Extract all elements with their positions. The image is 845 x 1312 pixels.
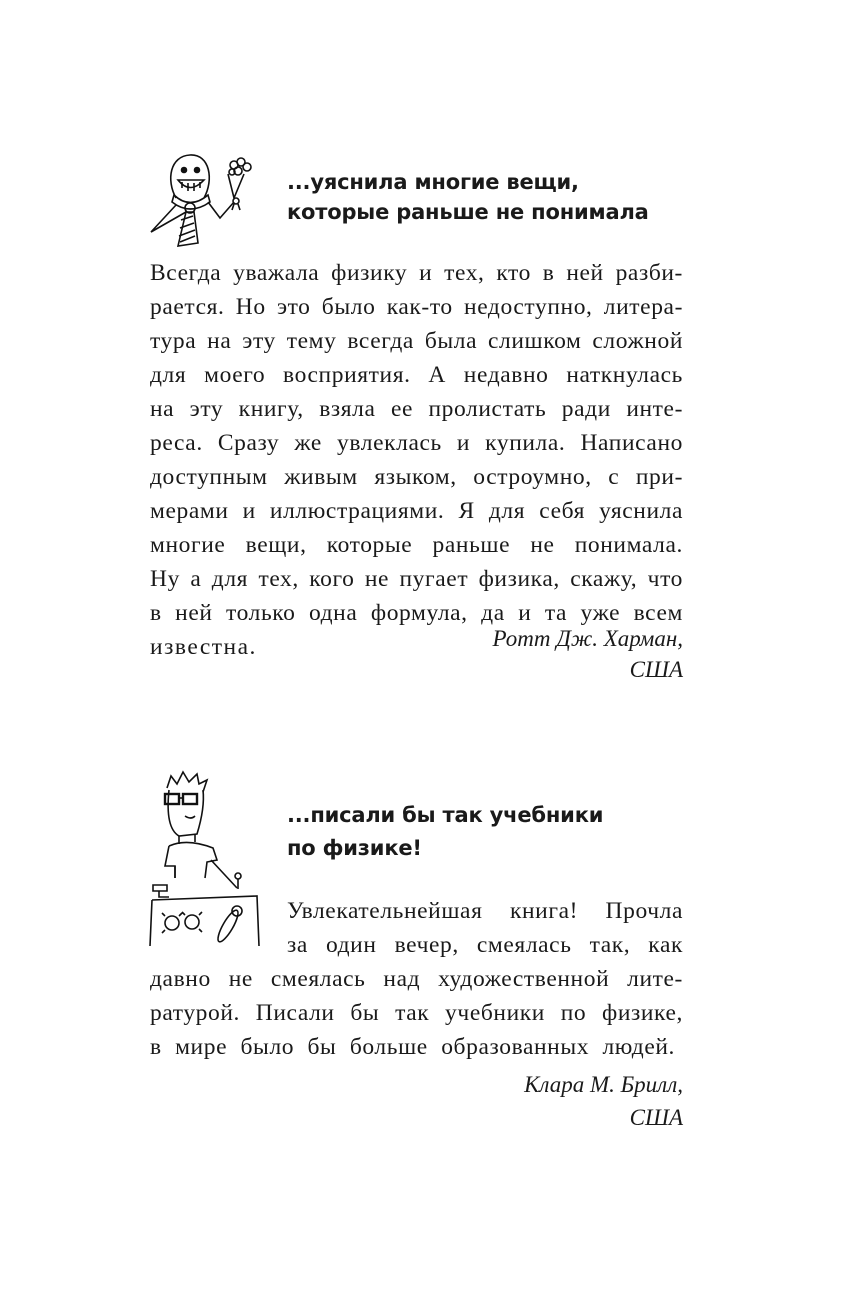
review-2-line: давно не смеялась над художественной лите-	[150, 966, 683, 992]
review-2-heading-line-2: по физике!	[287, 836, 422, 860]
review-2-line: ратурой. Писали бы так учебники по физике,	[150, 1000, 683, 1026]
review-2-line: Увлекательнейшая книга! Прочла	[287, 898, 683, 924]
review-1-line: тура на эту тему всегда была слишком сложной	[150, 328, 683, 354]
review-1-line: доступным живым языком, остроумно, с при-	[150, 464, 683, 490]
review-1-line: известна.	[150, 634, 257, 660]
review-2-line: в мире было бы больше образованных людей.	[150, 1034, 675, 1060]
review-1-line: многие вещи, которые раньше не понимала.	[150, 532, 683, 558]
smiling-figure-with-bouquet-illustration	[148, 150, 268, 250]
review-1-line: мерами и иллюстрациями. Я для себя уяснила	[150, 498, 683, 524]
review-1-line: Всегда уважала физику и тех, кто в ней разби-	[150, 260, 683, 286]
review-1-line: в ней только одна формула, да и та уже всем	[150, 600, 683, 626]
review-1-line: на эту книгу, взяла ее пролистать ради инте-	[150, 396, 683, 422]
review-2-author: Клара М. Брилл,	[524, 1072, 683, 1097]
review-2-heading-line-1: ...писали бы так учебники	[287, 803, 604, 827]
review-2-line: за один вечер, смеялась так, как	[287, 932, 683, 958]
review-1-line: реса. Сразу же увлеклась и купила. Написано	[150, 430, 683, 456]
review-2-country: США	[629, 1105, 683, 1130]
review-1-author: Ротт Дж. Харман,	[492, 626, 683, 651]
review-1-line: Ну а для тех, кого не пугает физика, скажу, что	[150, 566, 683, 592]
review-1-line: для моего восприятия. А недавно наткнулась	[150, 362, 683, 388]
review-1-heading-line-1: ...уяснила многие вещи,	[287, 170, 579, 194]
scientist-at-desk-illustration	[145, 768, 265, 948]
review-1-heading-line-2: которые раньше не понимала	[287, 200, 649, 224]
review-1-country: США	[629, 657, 683, 682]
review-1-line: рается. Но это было как-то недоступно, литера-	[150, 294, 683, 320]
